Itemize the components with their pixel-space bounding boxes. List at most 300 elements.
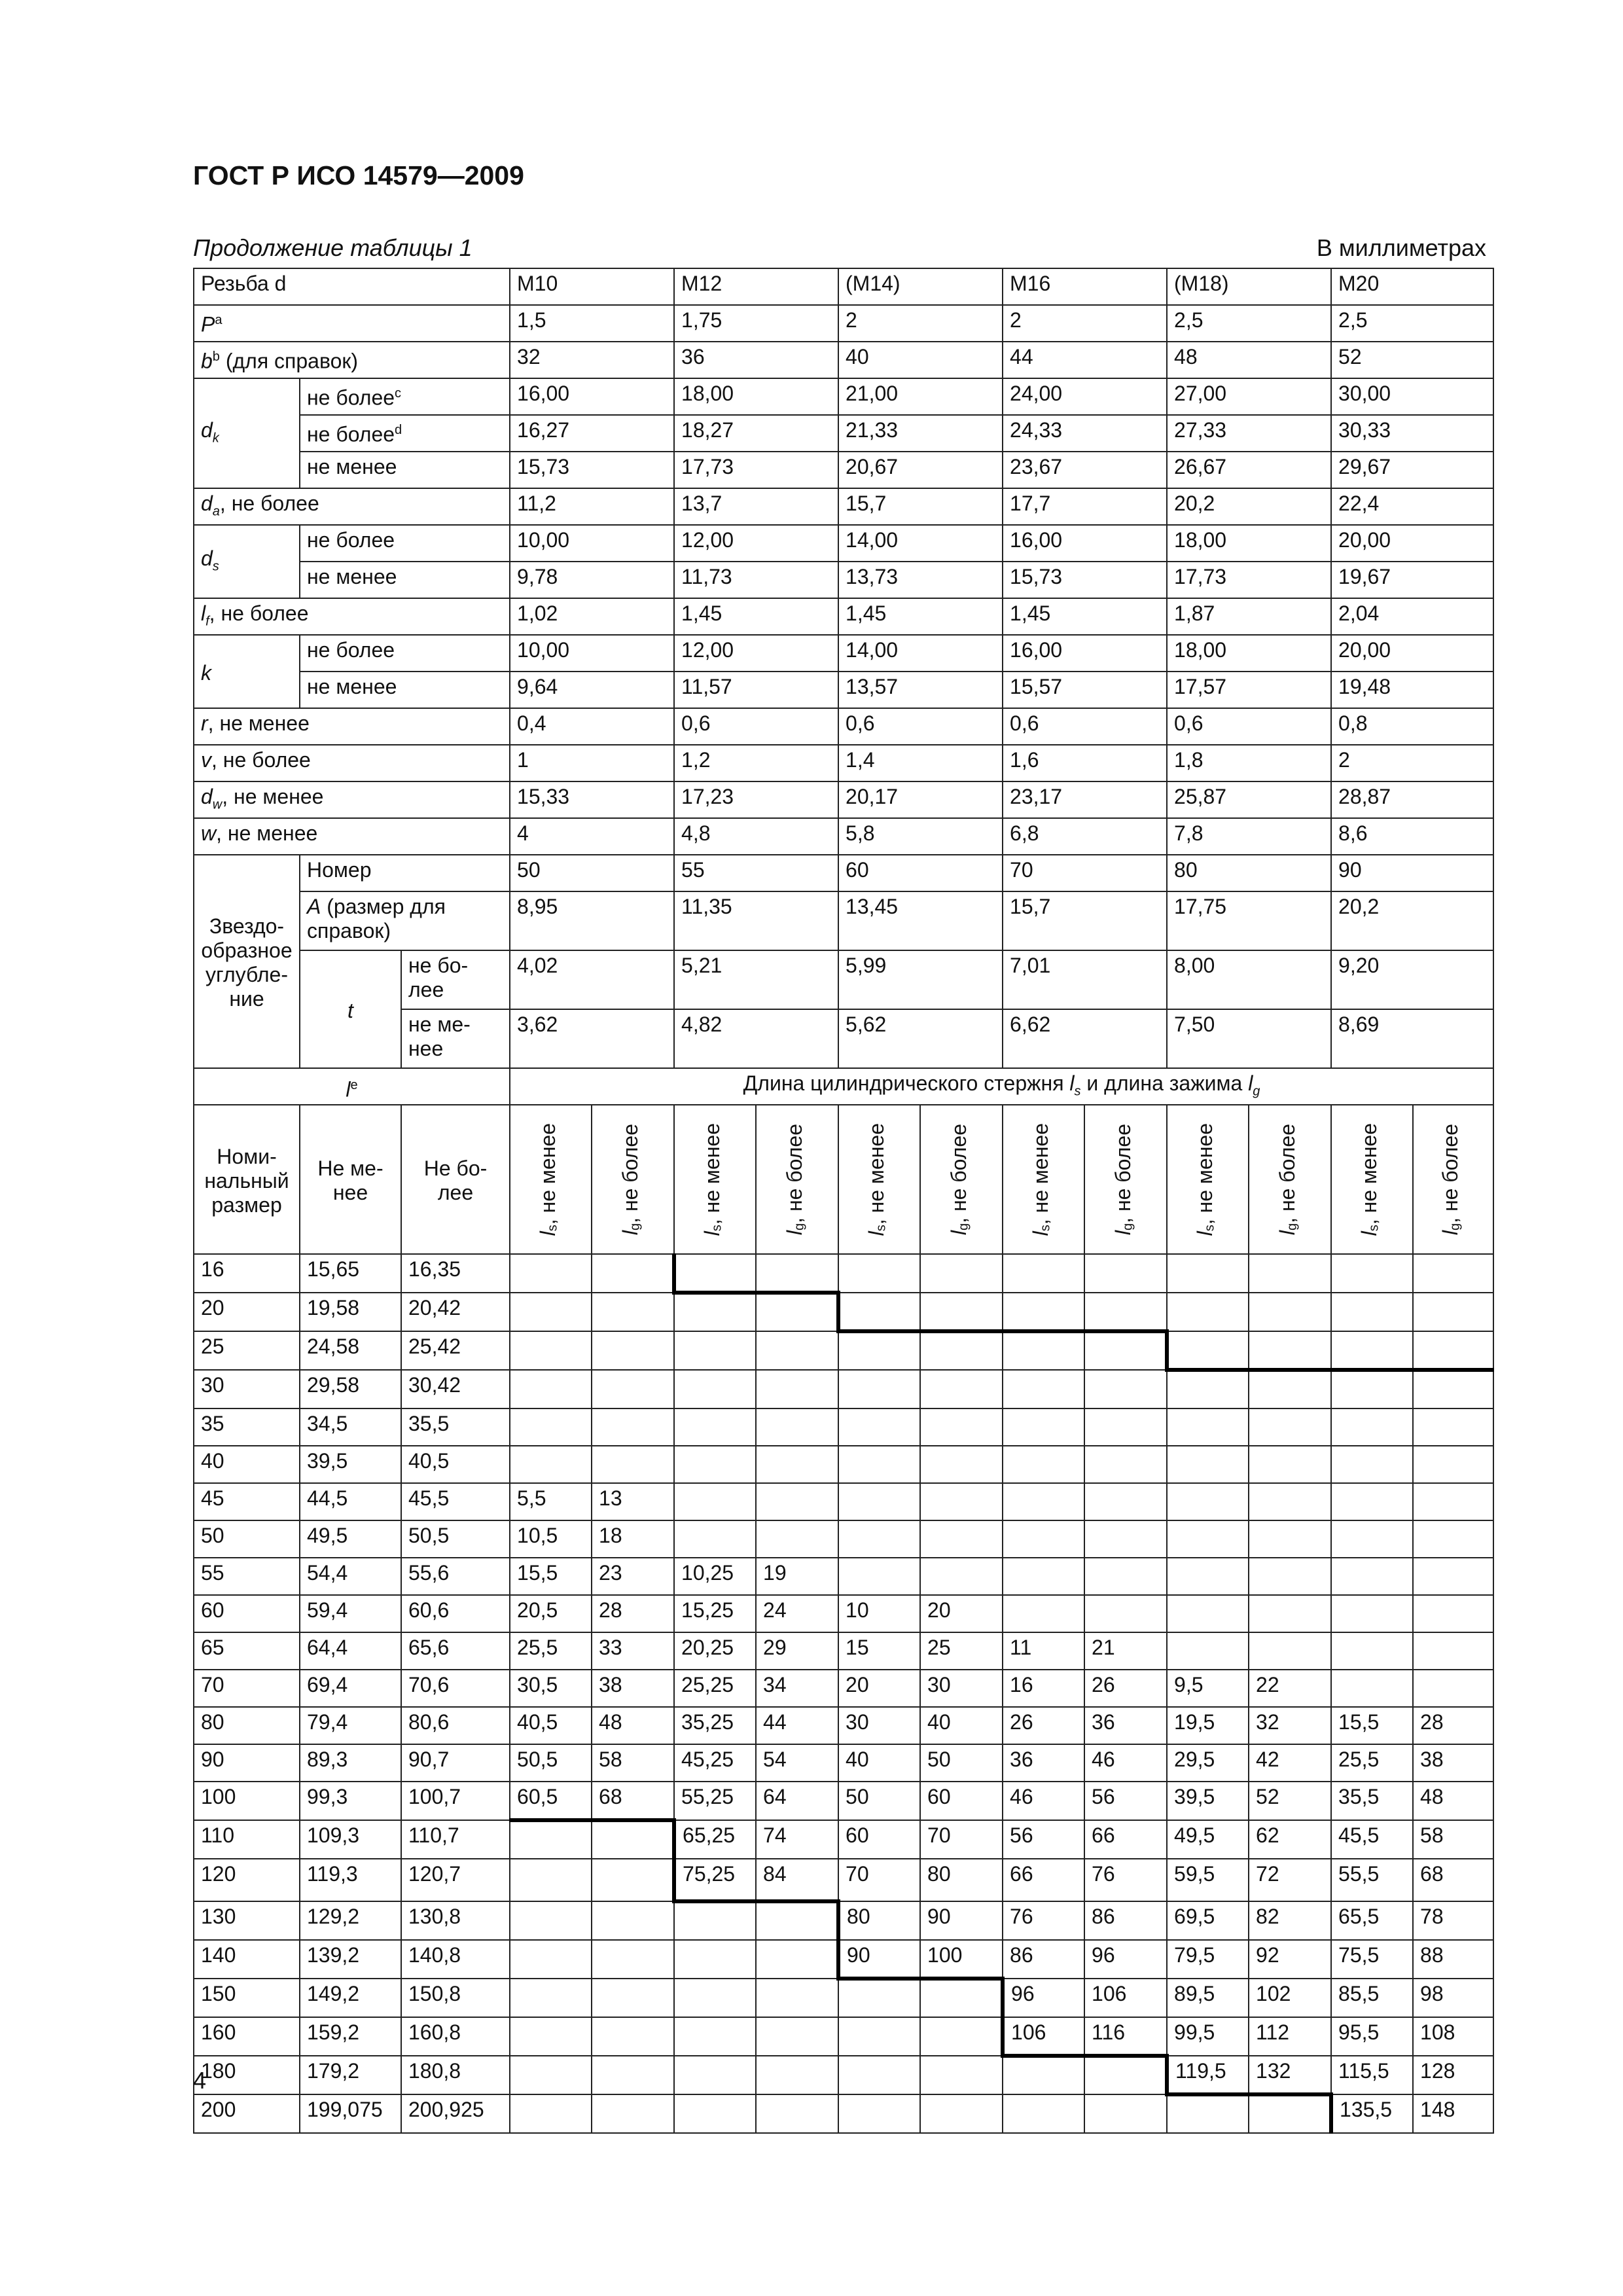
max-size-cell: 70,6 (401, 1670, 510, 1707)
lg-value-cell: 98 (1413, 1979, 1493, 2017)
ls-column-header: $l_s$, не менее (1003, 1105, 1084, 1254)
lg-value-cell (1084, 1483, 1167, 1520)
symbol-ls: $l_s$ (1069, 1071, 1081, 1099)
value-cell: 21,00 (838, 378, 1003, 415)
ls-value-cell (510, 1446, 592, 1483)
symbol-lg: $l_g$ (1248, 1071, 1260, 1099)
ls-value-cell (1167, 1331, 1249, 1370)
lg-value-cell: 68 (592, 1782, 674, 1820)
table-row (194, 1068, 1493, 1105)
table-row (194, 1744, 1493, 1782)
lg-value-cell (1413, 1632, 1493, 1670)
ls-value-cell: 106 (1003, 2017, 1084, 2056)
max-size-cell: 80,6 (401, 1707, 510, 1744)
ls-value-cell (674, 1520, 756, 1558)
ls-value-cell (1331, 1558, 1413, 1595)
table-row (194, 672, 1493, 708)
value-cell: 11,2 (510, 488, 674, 525)
ls-value-cell (838, 2017, 920, 2056)
ls-value-cell (1003, 1558, 1084, 1595)
value-cell: 7,01 (1003, 950, 1167, 1009)
ls-value-cell: 20,5 (510, 1595, 592, 1632)
ls-value-cell: 40 (838, 1744, 920, 1782)
ls-value-cell (1167, 1446, 1249, 1483)
lg-value-cell (1249, 1595, 1331, 1632)
lg-value-cell (592, 2094, 674, 2133)
ls-value-cell: 15 (838, 1632, 920, 1670)
ls-value-cell (674, 1408, 756, 1446)
lg-value-cell (1084, 1408, 1167, 1446)
lg-label: , не более (1275, 1123, 1299, 1223)
row-label: не бо-лее (401, 950, 510, 1009)
lg-value-cell (756, 2094, 838, 2133)
cell-label: не более (307, 422, 395, 446)
lg-value-cell (592, 1446, 674, 1483)
lg-value-cell: 29 (756, 1632, 838, 1670)
nominal-size-cell: 200 (194, 2094, 300, 2133)
lg-value-cell (920, 1446, 1003, 1483)
table-row (194, 855, 1493, 891)
ls-value-cell (1003, 1293, 1084, 1331)
length-header-label (194, 1068, 510, 1105)
lg-value-cell: 132 (1249, 2056, 1331, 2094)
value-cell: 20,00 (1331, 525, 1493, 562)
value-cell: 24,00 (1003, 378, 1167, 415)
ls-value-cell: 25,5 (1331, 1744, 1413, 1782)
symbol-r: r (201, 711, 208, 735)
lg-value-cell: 18 (592, 1520, 674, 1558)
ls-value-cell (510, 1370, 592, 1408)
lg-value-cell: 21 (1084, 1632, 1167, 1670)
value-cell: 6,62 (1003, 1009, 1167, 1068)
min-size-cell: 159,2 (300, 2017, 401, 2056)
row-label (300, 525, 510, 562)
cell-label: не менее (307, 455, 397, 478)
nominal-size-cell: 130 (194, 1901, 300, 1940)
lg-value-cell (1413, 1558, 1493, 1595)
max-size-cell: 100,7 (401, 1782, 510, 1820)
ls-value-cell (1331, 1408, 1413, 1446)
lg-value-cell: 46 (1084, 1744, 1167, 1782)
value-cell: 80 (1167, 855, 1331, 891)
ls-value-cell (838, 1331, 920, 1370)
lg-value-cell (1249, 1632, 1331, 1670)
ls-value-cell: 10,25 (674, 1558, 756, 1595)
value-cell: 1,75 (674, 305, 838, 342)
lg-value-cell: 82 (1249, 1901, 1331, 1940)
lg-value-cell: 96 (1084, 1940, 1167, 1979)
lg-value-cell (920, 2056, 1003, 2094)
ls-value-cell (1003, 1408, 1084, 1446)
nominal-size-cell: 160 (194, 2017, 300, 2056)
value-cell: 4,8 (674, 818, 838, 855)
lg-value-cell: 92 (1249, 1940, 1331, 1979)
min-size-cell: 19,58 (300, 1293, 401, 1331)
ls-value-cell: 90 (838, 1940, 920, 1979)
ls-value-cell (674, 1901, 756, 1940)
min-size-cell: 15,65 (300, 1254, 401, 1293)
lg-value-cell (756, 1940, 838, 1979)
ls-label: , не менее (536, 1122, 560, 1225)
ls-value-cell (1003, 1595, 1084, 1632)
max-size-cell: 140,8 (401, 1940, 510, 1979)
value-cell: 0,6 (674, 708, 838, 745)
value-cell: (M18) (1167, 268, 1331, 305)
min-size-cell: 54,4 (300, 1558, 401, 1595)
lg-value-cell (592, 1408, 674, 1446)
ls-value-cell: 86 (1003, 1940, 1084, 1979)
value-cell: 8,00 (1167, 950, 1331, 1009)
row-label (300, 378, 510, 415)
ls-value-cell (838, 1254, 920, 1293)
lg-value-cell: 112 (1249, 2017, 1331, 2056)
table-row (194, 950, 1493, 1009)
symbol-t: t (348, 998, 353, 1022)
cell-label: не более (307, 638, 395, 662)
lg-value-cell: 106 (1084, 1979, 1167, 2017)
lg-value-cell (920, 1370, 1003, 1408)
nominal-size-cell: 90 (194, 1744, 300, 1782)
value-cell: M12 (674, 268, 838, 305)
ls-value-cell: 55,25 (674, 1782, 756, 1820)
ls-value-cell: 46 (1003, 1782, 1084, 1820)
table-row (194, 378, 1493, 415)
lg-value-cell (592, 1370, 674, 1408)
value-cell: 1,45 (1003, 598, 1167, 635)
ls-value-cell (838, 1520, 920, 1558)
lg-value-cell (1084, 1520, 1167, 1558)
value-cell: 24,33 (1003, 415, 1167, 452)
cell-label: , не менее (207, 711, 310, 735)
max-size-cell: 180,8 (401, 2056, 510, 2094)
value-cell: 1,6 (1003, 745, 1167, 781)
ls-value-cell: 60 (838, 1820, 920, 1859)
min-size-cell: 89,3 (300, 1744, 401, 1782)
min-size-cell: 44,5 (300, 1483, 401, 1520)
value-cell: 9,64 (510, 672, 674, 708)
table-row (194, 1105, 1493, 1254)
lg-value-cell (1084, 1558, 1167, 1595)
ls-value-cell: 80 (838, 1901, 920, 1940)
value-cell: 1,5 (510, 305, 674, 342)
lg-value-cell (1249, 1254, 1331, 1293)
ls-column-header: $l_s$, не менее (1167, 1105, 1249, 1254)
nominal-size-cell: 180 (194, 2056, 300, 2094)
footnote-a: a (215, 313, 223, 327)
min-size-cell: 199,075 (300, 2094, 401, 2133)
value-cell: 1,45 (674, 598, 838, 635)
ls-value-cell (510, 1979, 592, 2017)
ls-value-cell: 39,5 (1167, 1782, 1249, 1820)
ls-value-cell (510, 2017, 592, 2056)
footnote-d: d (395, 423, 402, 437)
value-cell: 0,6 (1167, 708, 1331, 745)
value-cell: 17,7 (1003, 488, 1167, 525)
ls-value-cell: 76 (1003, 1901, 1084, 1940)
value-cell: 2 (838, 305, 1003, 342)
max-size-cell: 60,6 (401, 1595, 510, 1632)
value-cell: 1,02 (510, 598, 674, 635)
ls-value-cell (674, 2017, 756, 2056)
max-size-cell: 40,5 (401, 1446, 510, 1483)
ls-value-cell (674, 1331, 756, 1370)
lg-value-cell: 88 (1413, 1940, 1493, 1979)
table-row (194, 708, 1493, 745)
lg-value-cell (1084, 1331, 1167, 1370)
symbol-v: v (201, 748, 211, 772)
value-cell: 15,33 (510, 781, 674, 818)
lg-value-cell: 32 (1249, 1707, 1331, 1744)
dimensions-table (193, 268, 1489, 2134)
value-cell: 40 (838, 342, 1003, 378)
group-label (194, 635, 300, 708)
min-size-cell: 29,58 (300, 1370, 401, 1408)
min-size-cell: 119,3 (300, 1859, 401, 1901)
group-label (194, 378, 300, 488)
value-cell: 17,57 (1167, 672, 1331, 708)
nominal-size-cell: 35 (194, 1408, 300, 1446)
lg-value-cell (920, 1293, 1003, 1331)
ls-value-cell (1167, 2094, 1249, 2133)
value-cell: 20,2 (1167, 488, 1331, 525)
ls-value-cell: 20 (838, 1670, 920, 1707)
ls-column-header: $l_s$, не менее (674, 1105, 756, 1254)
max-size-cell: 25,42 (401, 1331, 510, 1370)
value-cell: 14,00 (838, 525, 1003, 562)
nominal-size-cell: 80 (194, 1707, 300, 1744)
value-cell: 11,35 (674, 891, 838, 950)
table-row (194, 488, 1493, 525)
ls-column-header: $l_s$, не менее (1331, 1105, 1413, 1254)
group-label (300, 950, 401, 1068)
min-size-cell: 149,2 (300, 1979, 401, 2017)
ls-value-cell: 5,5 (510, 1483, 592, 1520)
value-cell: 9,20 (1331, 950, 1493, 1009)
value-cell: 29,67 (1331, 452, 1493, 488)
lg-value-cell: 80 (920, 1859, 1003, 1901)
ls-value-cell: 59,5 (1167, 1859, 1249, 1901)
lg-value-cell: 54 (756, 1744, 838, 1782)
footnote-c: c (395, 386, 402, 401)
ls-value-cell: 25,5 (510, 1632, 592, 1670)
value-cell: 55 (674, 855, 838, 891)
ls-label: , не менее (1029, 1122, 1053, 1225)
lg-value-cell (1413, 1331, 1493, 1370)
symbol-ds: $d_s$ (201, 547, 219, 574)
lg-value-cell (920, 1483, 1003, 1520)
lg-value-cell (1249, 1520, 1331, 1558)
value-cell: 1,2 (674, 745, 838, 781)
lg-value-cell (592, 2017, 674, 2056)
max-size-cell: 16,35 (401, 1254, 510, 1293)
table-row (194, 1901, 1493, 1940)
ls-value-cell: 66 (1003, 1859, 1084, 1901)
lg-value-cell (592, 1820, 674, 1859)
lg-value-cell: 66 (1084, 1820, 1167, 1859)
nominal-size-header: Номи-нальный размер (194, 1105, 300, 1254)
value-cell: 32 (510, 342, 674, 378)
ls-value-cell: 55,5 (1331, 1859, 1413, 1901)
lg-value-cell: 68 (1413, 1859, 1493, 1901)
lg-value-cell: 90 (920, 1901, 1003, 1940)
max-size-cell: 20,42 (401, 1293, 510, 1331)
ls-value-cell (838, 2094, 920, 2133)
value-cell: 10,00 (510, 635, 674, 672)
lg-value-cell: 62 (1249, 1820, 1331, 1859)
lg-value-cell (1413, 1293, 1493, 1331)
table-row (194, 452, 1493, 488)
lg-value-cell (756, 1979, 838, 2017)
lg-value-cell: 20 (920, 1595, 1003, 1632)
min-size-cell: 34,5 (300, 1408, 401, 1446)
value-cell: 1,87 (1167, 598, 1331, 635)
ls-value-cell (510, 1940, 592, 1979)
nominal-size-cell: 120 (194, 1859, 300, 1901)
lg-label: , не более (946, 1123, 971, 1223)
ls-value-cell (510, 2094, 592, 2133)
lg-value-cell: 72 (1249, 1859, 1331, 1901)
length-header (510, 1068, 1493, 1105)
lg-value-cell (1413, 1520, 1493, 1558)
table-row (194, 1820, 1493, 1859)
value-cell: 27,00 (1167, 378, 1331, 415)
row-label (300, 891, 510, 950)
table-length-body (194, 1068, 1493, 2133)
value-cell: 0,6 (838, 708, 1003, 745)
ls-value-cell: 99,5 (1167, 2017, 1249, 2056)
value-cell: 20,67 (838, 452, 1003, 488)
value-cell: 0,6 (1003, 708, 1167, 745)
ls-value-cell (1003, 1331, 1084, 1370)
ls-value-cell: 135,5 (1331, 2094, 1413, 2133)
document-header: ГОСТ Р ИСО 14579—2009 (193, 160, 524, 190)
value-cell: 15,73 (510, 452, 674, 488)
value-cell: 60 (838, 855, 1003, 891)
lg-value-cell: 84 (756, 1859, 838, 1901)
value-cell: 23,17 (1003, 781, 1167, 818)
nominal-size-cell: 40 (194, 1446, 300, 1483)
value-cell: 70 (1003, 855, 1167, 891)
symbol-k: k (201, 660, 211, 685)
nominal-size-cell: 55 (194, 1558, 300, 1595)
ls-value-cell: 45,5 (1331, 1820, 1413, 1859)
star-recess-label: Звездо-образное углубле-ние (194, 855, 300, 1068)
ls-value-cell: 30,5 (510, 1670, 592, 1707)
lg-label: , не более (618, 1123, 642, 1223)
cell-label: , не более (219, 492, 319, 515)
min-size-cell: 129,2 (300, 1901, 401, 1940)
ls-label: , не менее (1357, 1122, 1382, 1225)
lg-value-cell (1413, 1483, 1493, 1520)
value-cell: 23,67 (1003, 452, 1167, 488)
lg-value-cell (756, 1331, 838, 1370)
ls-value-cell (1331, 1670, 1413, 1707)
table-row (194, 781, 1493, 818)
value-cell: 11,73 (674, 562, 838, 598)
ls-value-cell: 56 (1003, 1820, 1084, 1859)
lg-value-cell: 38 (1413, 1744, 1493, 1782)
table-row (194, 525, 1493, 562)
ls-value-cell (674, 2056, 756, 2094)
lg-column-header: $l_g$, не более (1084, 1105, 1167, 1254)
lg-value-cell: 36 (1084, 1707, 1167, 1744)
table-row (194, 598, 1493, 635)
ls-label: , не менее (700, 1122, 724, 1225)
ls-value-cell (674, 1483, 756, 1520)
lg-value-cell (920, 2017, 1003, 2056)
table-row (194, 1408, 1493, 1446)
table-row (194, 1254, 1493, 1293)
value-cell: 30,00 (1331, 378, 1493, 415)
value-cell: 4,02 (510, 950, 674, 1009)
value-cell: 1,4 (838, 745, 1003, 781)
value-cell: 11,57 (674, 672, 838, 708)
min-size-cell: 69,4 (300, 1670, 401, 1707)
lg-value-cell (756, 1446, 838, 1483)
ls-value-cell (510, 1859, 592, 1901)
row-label (300, 562, 510, 598)
ls-value-cell: 89,5 (1167, 1979, 1249, 2017)
cell-label: (для справок) (225, 349, 359, 373)
thread-label: Резьба d (201, 272, 287, 295)
page-number: 4 (193, 2067, 207, 2094)
value-cell: 16,27 (510, 415, 674, 452)
cell-label: не менее (307, 675, 397, 698)
lg-value-cell (1413, 1446, 1493, 1483)
min-size-cell: 79,4 (300, 1707, 401, 1744)
ls-value-cell (1003, 1446, 1084, 1483)
lg-value-cell (1084, 1254, 1167, 1293)
lg-value-cell: 78 (1413, 1901, 1493, 1940)
lg-column-header: $l_g$, не более (592, 1105, 674, 1254)
value-cell: 18,00 (674, 378, 838, 415)
ls-value-cell (1331, 1293, 1413, 1331)
table-row (194, 342, 1493, 378)
ls-value-cell: 79,5 (1167, 1940, 1249, 1979)
value-cell: 20,00 (1331, 635, 1493, 672)
value-cell: 50 (510, 855, 674, 891)
ls-value-cell (674, 1370, 756, 1408)
table-row (194, 2094, 1493, 2133)
symbol-b: b (201, 349, 213, 373)
lg-value-cell: 40 (920, 1707, 1003, 1744)
min-size-cell: 24,58 (300, 1331, 401, 1370)
value-cell: 8,95 (510, 891, 674, 950)
ls-value-cell (838, 1483, 920, 1520)
length-header-text: Длина цилиндрического стержня (743, 1071, 1064, 1096)
ls-value-cell: 75,25 (674, 1859, 756, 1901)
min-size-cell: 109,3 (300, 1820, 401, 1859)
ls-value-cell: 19,5 (1167, 1707, 1249, 1744)
value-cell: M10 (510, 268, 674, 305)
table-row (194, 1370, 1493, 1408)
table-row (194, 1782, 1493, 1820)
value-cell: 17,73 (1167, 562, 1331, 598)
nominal-size-cell: 25 (194, 1331, 300, 1370)
value-cell: 9,78 (510, 562, 674, 598)
value-cell: 12,00 (674, 635, 838, 672)
value-cell: 6,8 (1003, 818, 1167, 855)
lg-value-cell (1084, 1446, 1167, 1483)
cell-label: , не менее (216, 821, 318, 845)
lg-value-cell: 52 (1249, 1782, 1331, 1820)
ls-value-cell: 26 (1003, 1707, 1084, 1744)
value-cell: 0,4 (510, 708, 674, 745)
max-size-cell: 65,6 (401, 1632, 510, 1670)
ls-value-cell (838, 1370, 920, 1408)
ls-value-cell (838, 1558, 920, 1595)
value-cell: 5,62 (838, 1009, 1003, 1068)
